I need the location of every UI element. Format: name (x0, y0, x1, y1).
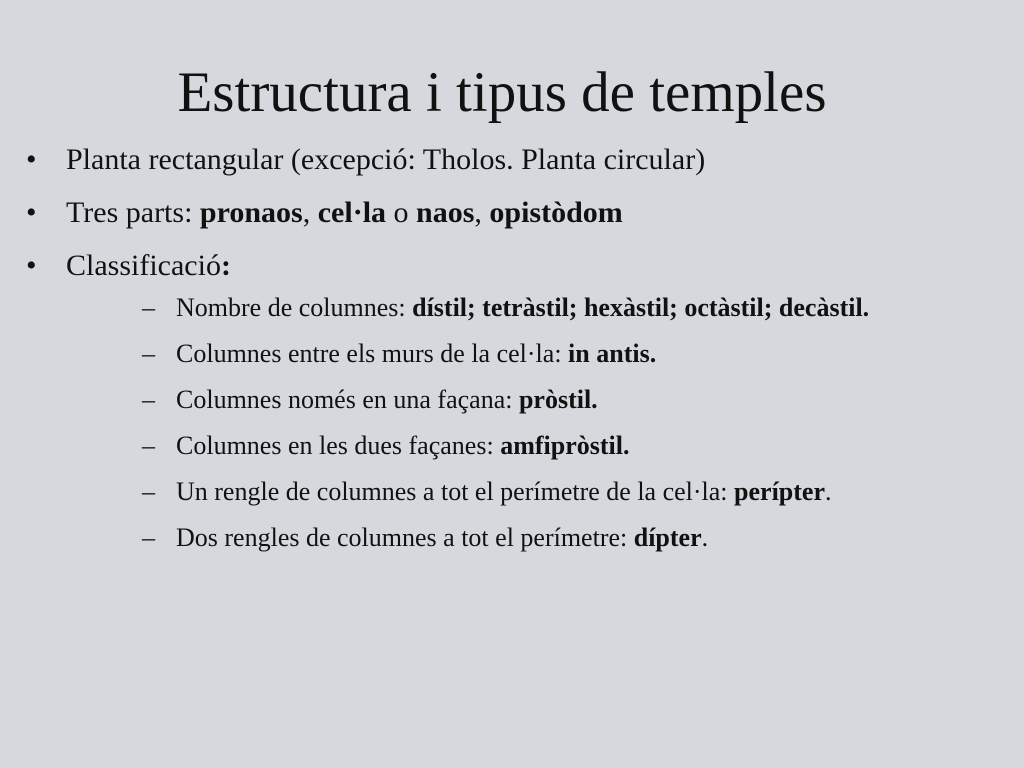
sub-item-text (176, 385, 598, 414)
bullet-item (0, 140, 1024, 180)
bullet-item (0, 246, 1024, 554)
sub-item-text (176, 339, 656, 368)
sub-item (110, 430, 976, 462)
text-run: Nombre de columnes: (176, 293, 413, 322)
text-run: , (302, 196, 318, 229)
bullet-marker: • (26, 143, 37, 176)
bold-term: perípter (734, 477, 826, 506)
bold-term: opistòdom (489, 196, 623, 229)
text-run: . (701, 523, 709, 552)
bullet-text (66, 143, 705, 176)
sub-item-text (176, 523, 708, 552)
text-run: Columnes en les dues façanes: (176, 431, 501, 460)
bold-term: dípter (633, 523, 702, 552)
text-run: Un rengle de columnes a tot el perímetre de la cel·la: (176, 477, 735, 506)
dash-marker: – (142, 523, 155, 552)
bullet-text (66, 249, 231, 282)
bold-term: amfipròstil. (500, 431, 630, 460)
bullet-list (0, 140, 1024, 568)
dash-marker: – (142, 385, 155, 414)
bullet-marker: • (26, 249, 37, 282)
sub-item (110, 384, 976, 416)
sub-item (110, 292, 976, 324)
dash-marker: – (142, 339, 155, 368)
text-run: Tres parts: (66, 196, 200, 229)
bold-term: cel·la (317, 196, 387, 229)
bullet-item (0, 193, 1024, 233)
slide-title: Estructura i tipus de temples (177, 61, 827, 124)
sub-item (110, 522, 976, 554)
bold-term: naos (416, 196, 475, 229)
bold-term: : (220, 249, 231, 282)
sub-list (66, 292, 1024, 554)
text-run: o (386, 196, 417, 229)
sub-item (110, 338, 976, 370)
text-run: Planta rectangular (excepció: Tholos. Planta circular) (66, 143, 706, 176)
sub-item-text (176, 477, 832, 506)
text-run: Dos rengles de columnes a tot el perímetre: (176, 523, 634, 552)
text-run: Columnes entre els murs de la cel·la: (176, 339, 569, 368)
bold-term: in antis. (568, 339, 657, 368)
text-run: , (474, 196, 490, 229)
bold-term: pròstil. (518, 385, 598, 414)
bullet-text (66, 196, 623, 229)
text-run: Columnes només en una façana: (176, 385, 519, 414)
dash-marker: – (142, 431, 155, 460)
bold-term: pronaos (199, 196, 303, 229)
bullet-marker: • (26, 196, 37, 229)
text-run: . (825, 477, 832, 506)
dash-marker: – (142, 477, 155, 506)
sub-item-text (176, 293, 869, 322)
text-run: Classificació (66, 249, 221, 282)
sub-item (110, 476, 976, 508)
bold-term: dístil; tetràstil; hexàstil; octàstil; decàstil. (412, 293, 870, 322)
dash-marker: – (142, 293, 155, 322)
sub-item-text (176, 431, 629, 460)
